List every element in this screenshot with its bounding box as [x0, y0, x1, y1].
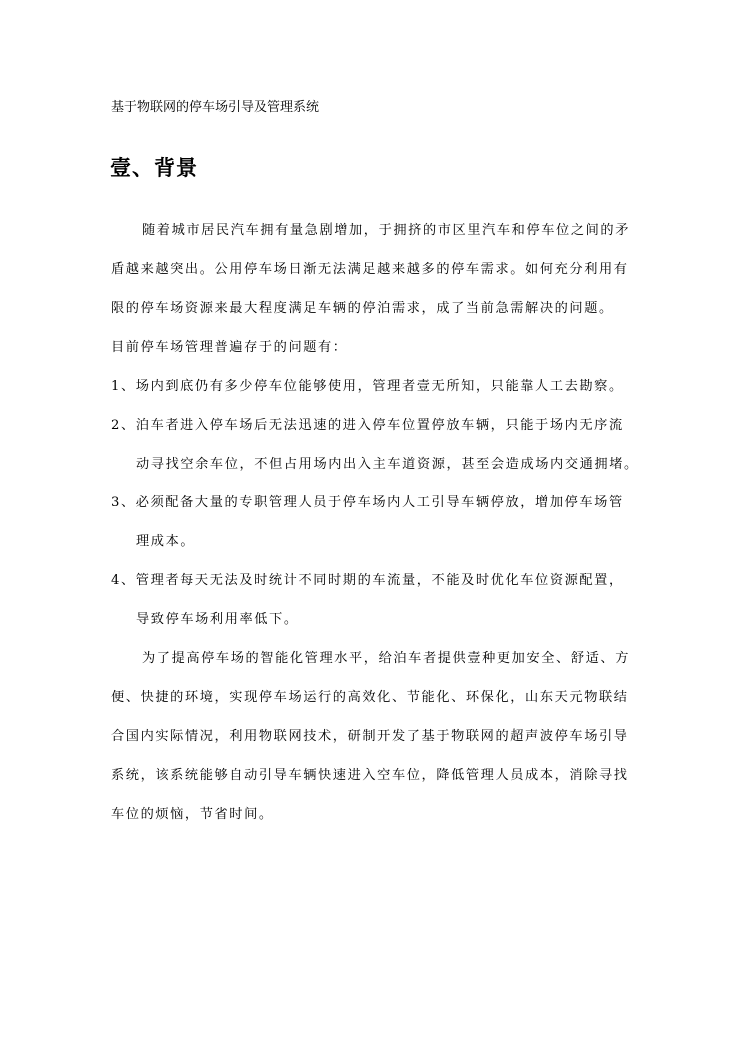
problems-intro: 目前停车场管理普遍存于的问题有： — [111, 340, 348, 355]
problem-item-3-line-2: 理成本。 — [136, 534, 196, 549]
paragraph-2-line-1: 为了提高停车场的智能化管理水平，给泊车者提供壹种更加安全、舒适、方 — [142, 651, 630, 666]
paragraph-1-line-1: 随着城市居民汽车拥有量急剧增加，于拥挤的市区里汽车和停车位之间的矛 — [142, 223, 630, 238]
paragraph-2-line-4: 系统，该系统能够自动引导车辆快速进入空车位，降低管理人员成本，消除寻找 — [111, 768, 629, 783]
paragraph-2-line-5: 车位的烦恼，节省时间。 — [111, 807, 274, 822]
paragraph-2-line-2: 便、快捷的环境，实现停车场运行的高效化、节能化、环保化，山东天元物联结 — [111, 690, 629, 705]
problem-item-2-line-2: 动寻找空余车位，不但占用场内出入主车道资源，甚至会造成场内交通拥堵。 — [136, 457, 639, 472]
problem-item-4-line-2: 导致停车场利用率低下。 — [136, 612, 299, 627]
problem-item-1-line-1: 1、场内到底仍有多少停车位能够使用，管理者壹无所知，只能靠人工去勘察。 — [111, 379, 624, 394]
problem-item-3-line-1: 3、必须配备大量的专职管理人员于停车场内人工引导车辆停放，增加停车场管 — [111, 495, 624, 510]
problem-item-2-line-1: 2、泊车者进入停车场后无法迅速的进入停车位置停放车辆，只能于场内无序流 — [111, 418, 624, 433]
problem-item-4-line-1: 4、管理者每天无法及时统计不同时期的车流量，不能及时优化车位资源配置， — [111, 573, 624, 588]
paragraph-1-line-2: 盾越来越突出。公用停车场日渐无法满足越来越多的停车需求。如何充分利用有 — [111, 262, 629, 277]
paragraph-2-line-3: 合国内实际情况，利用物联网技术，研制开发了基于物联网的超声波停车场引导 — [111, 729, 629, 744]
header-title: 基于物联网的停车场引导及管理系统 — [111, 100, 320, 115]
paragraph-1-line-3: 限的停车场资源来最大程度满足车辆的停泊需求，成了当前急需解决的问题。 — [111, 301, 614, 316]
section-heading: 壹、背景 — [110, 156, 198, 180]
